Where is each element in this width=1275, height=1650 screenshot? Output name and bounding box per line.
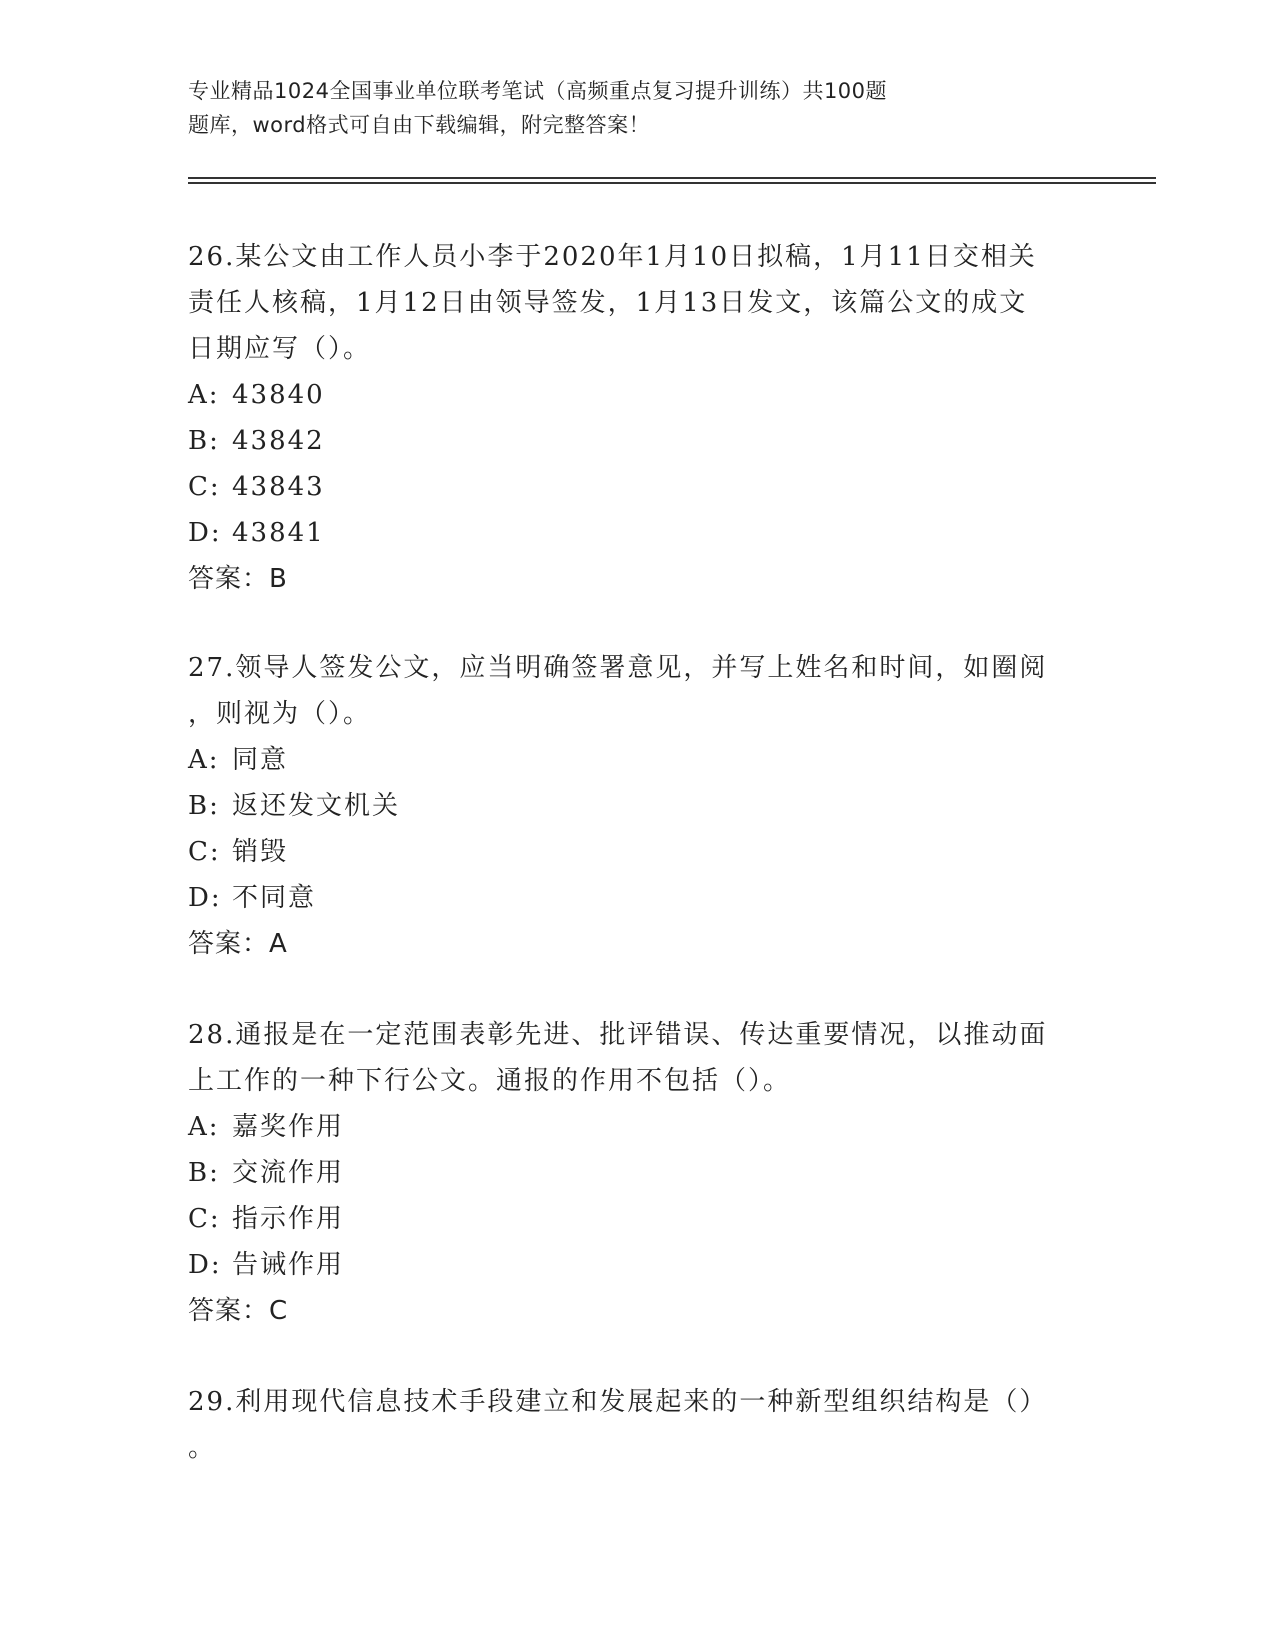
header-line-1: 专业精品1024全国事业单位联考笔试（高频重点复习提升训练）共100题 [188,79,888,103]
option-letter: B: [188,791,220,821]
option-text: 43842 [232,426,325,456]
option-c [188,829,1088,875]
option-d [188,875,1088,921]
option-letter: D: [188,883,222,913]
option-letter: B: [188,426,220,456]
option-letter: C: [188,1204,221,1234]
option-b [188,418,1088,464]
option-text: 不同意 [232,883,317,913]
question-stem-line: 26.某公文由工作人员小李于2020年1月10日拟稿，1月11日交相关 [188,242,1037,272]
question-stem-line: 日期应写（）。 [188,334,372,364]
answer-line: 答案：A [188,929,288,959]
question-27 [188,645,1088,967]
option-letter: A: [188,380,220,410]
option-text: 销毁 [232,837,289,867]
option-d [188,1242,1088,1288]
option-text: 告诫作用 [232,1250,345,1280]
option-b [188,783,1088,829]
option-c [188,1196,1088,1242]
question-stem-line: ，则视为（）。 [188,699,372,729]
option-a [188,737,1088,783]
option-text: 43843 [232,472,325,502]
option-a [188,1104,1088,1150]
option-letter: D: [188,1250,222,1280]
question-stem-line: 。 [188,1433,217,1463]
question-stem-line: 29.利用现代信息技术手段建立和发展起来的一种新型组织结构是（） [188,1387,1048,1417]
option-text: 指示作用 [232,1204,345,1234]
option-d [188,510,1088,556]
header-divider-bottom [188,182,1156,184]
option-letter: A: [188,745,220,775]
option-text: 43841 [232,518,325,548]
document-header [188,74,1088,142]
option-text: 嘉奖作用 [232,1112,345,1142]
question-stem-line: 上工作的一种下行公文。通报的作用不包括（）。 [188,1066,792,1096]
question-stem-line: 责任人核稿，1月12日由领导签发，1月13日发文，该篇公文的成文 [188,288,1028,318]
question-stem-line: 28.通报是在一定范围表彰先进、批评错误、传达重要情况，以推动面 [188,1020,1048,1050]
question-29 [188,1379,1088,1471]
option-letter: A: [188,1112,220,1142]
answer-line: 答案：C [188,1296,289,1326]
question-28 [188,1012,1088,1334]
header-divider-top [188,177,1156,179]
option-c [188,464,1088,510]
option-letter: C: [188,837,221,867]
option-a [188,372,1088,418]
option-letter: C: [188,472,221,502]
option-b [188,1150,1088,1196]
option-text: 同意 [232,745,289,775]
option-letter: B: [188,1158,220,1188]
answer-line: 答案：B [188,564,288,594]
option-letter: D: [188,518,222,548]
option-text: 43840 [232,380,325,410]
option-text: 交流作用 [232,1158,345,1188]
question-26 [188,234,1088,602]
question-stem-line: 27.领导人签发公文，应当明确签署意见，并写上姓名和时间，如圈阅 [188,653,1048,683]
header-line-2: 题库，word格式可自由下载编辑，附完整答案！ [188,113,651,137]
option-text: 返还发文机关 [232,791,401,821]
